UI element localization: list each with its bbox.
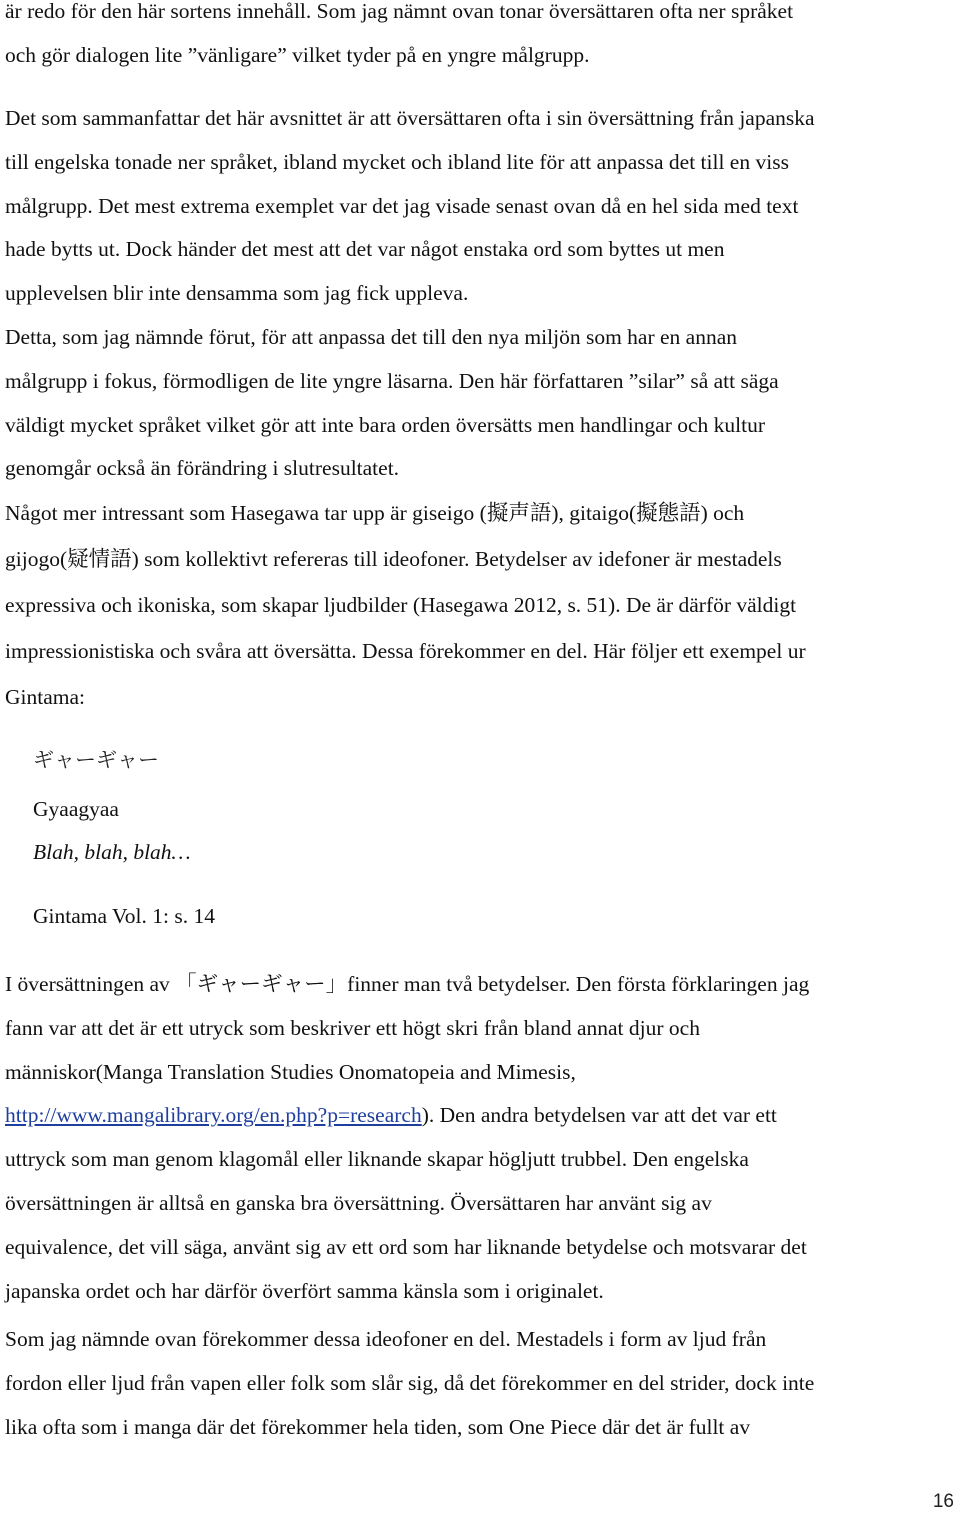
text-line: till engelska tonade ner språket, ibland mycket och ibland lite för att anpassa det till en viss <box>5 149 789 174</box>
text-line: översättningen är alltså en ganska bra översättning. Översättaren har använt sig av <box>5 1190 712 1215</box>
paragraph-frequency <box>5 1318 960 1449</box>
text-line: upplevelsen blir inte densamma som jag fick uppleva. <box>5 281 469 306</box>
text-line-with-link <box>5 1094 960 1138</box>
example-japanese: ギャーギャー <box>33 748 159 772</box>
paragraph-ideophones <box>5 490 960 720</box>
research-link[interactable]: http://www.mangalibrary.org/en.php?p=research <box>5 1103 422 1128</box>
text-line: fordon eller ljud från vapen eller folk som slår sig, då det förekommer en del strider, dock inte <box>5 1370 815 1395</box>
text-line: I översättningen av 「ギャーギャー」finner man två betydelser. Den första förklaringen jag <box>5 972 810 996</box>
paragraph-summary <box>5 97 960 316</box>
text-line: målgrupp i fokus, förmodligen de lite yngre läsarna. Den här författaren ”silar” så att säga <box>5 368 779 393</box>
text-line: genomgår också än förändring i slutresultatet. <box>5 456 400 481</box>
example-translation: Blah, blah, blah… <box>33 840 191 864</box>
text-line: Detta, som jag nämnde förut, för att anpassa det till den nya miljön som har en annan <box>5 325 737 349</box>
example-source: Gintama Vol. 1: s. 14 <box>33 904 215 928</box>
text-line: lika ofta som i manga där det förekommer hela tiden, som One Piece där det är fullt av <box>5 1414 751 1439</box>
text-line: Som jag nämnde ovan förekommer dessa ideofoner en del. Mestadels i form av ljud från <box>5 1327 767 1351</box>
text-line: impressionistiska och svåra att översätta. Dessa förekommer en del. Här följer ett exempel ur <box>5 639 806 663</box>
text-line: uttryck som man genom klagomål eller liknande skapar högljutt trubbel. Den engelska <box>5 1147 749 1172</box>
text-line: hade bytts ut. Dock händer det mest att det var något enstaka ord som byttes ut men <box>5 237 725 262</box>
paragraph-translation-analysis <box>5 963 960 1313</box>
text-line: gijogo(疑情語) som kollektivt refereras till ideofoner. Betydelser av idefoner är mestadels <box>5 547 782 571</box>
text-line: väldigt mycket språket vilket gör att inte bara orden översätts men handlingar och kultur <box>5 412 766 437</box>
paragraph-intro <box>5 0 960 78</box>
text-line: Något mer intressant som Hasegawa tar upp är giseigo (擬声語), gitaigo(擬態語) och <box>5 501 745 525</box>
text-line: är redo för den här sortens innehåll. Som jag nämnt ovan tonar översättaren ofta ner språket <box>5 0 794 23</box>
example-romaji: Gyaagyaa <box>33 797 119 821</box>
text-line: equivalence, det vill säga, använt sig av ett ord som har liknande betydelse och motsvarar det <box>5 1234 807 1259</box>
paragraph-adaptation <box>5 316 960 491</box>
text-line: Det som sammanfattar det här avsnittet är att översättaren ofta i sin översättning från japanska <box>5 106 815 130</box>
text-line: Gintama: <box>5 685 86 709</box>
text-line: målgrupp. Det mest extrema exemplet var det jag visade senast ovan då en hel sida med text <box>5 193 799 218</box>
page-number: 16 <box>932 1491 954 1512</box>
text-fragment: ). Den andra betydelsen var att det var ett <box>421 1103 777 1128</box>
text-line: expressiva och ikoniska, som skapar ljudbilder (Hasegawa 2012, s. 51). De är därför väldigt <box>5 593 797 617</box>
text-line: och gör dialogen lite ”vänligare” vilket tyder på en yngre målgrupp. <box>5 42 590 67</box>
text-line: människor(Manga Translation Studies Onomatopeia and Mimesis, <box>5 1059 576 1084</box>
text-line: fann var att det är ett utryck som beskriver ett högt skri från bland annat djur och <box>5 1015 700 1040</box>
text-line: japanska ordet och har därför överfört samma känsla som i originalet. <box>5 1278 604 1303</box>
